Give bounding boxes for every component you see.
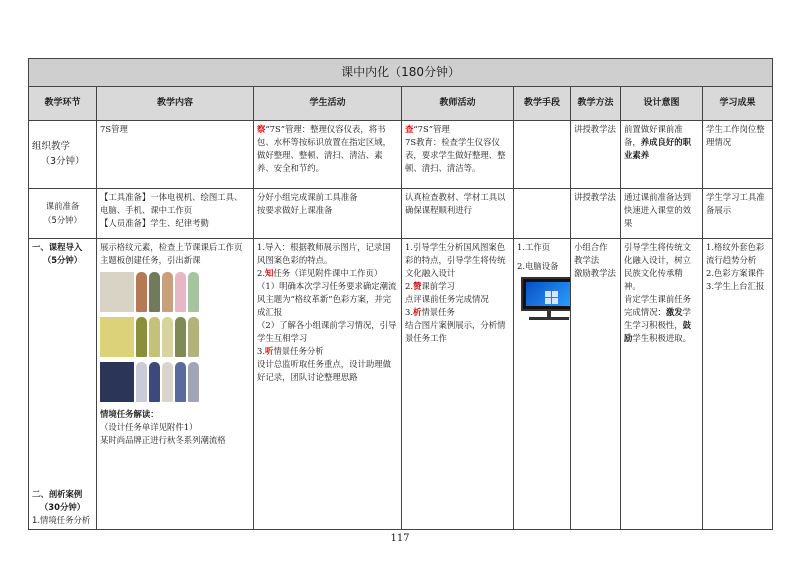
header-cell: 教学方法: [571, 87, 621, 121]
student-text: 设计总监听取任务重点，设计助理做好记录，团队讨论整理思路: [257, 359, 391, 383]
phase-title: 二、剖析案例: [32, 488, 83, 499]
student-cell: [254, 239, 402, 530]
keyword-highlight: 析: [413, 307, 422, 318]
intent-bold: 养成良好的职业素养: [624, 137, 691, 161]
method-cell: 小组合作 教学法 激励教学法: [571, 239, 621, 530]
intent-bold: 鼓励: [624, 320, 691, 344]
garment-photo: [175, 272, 186, 312]
means-cell: [514, 121, 571, 189]
pattern-image-gallery: [100, 272, 218, 402]
task-label: 情境任务解读：: [100, 409, 159, 420]
outcome-cell: 学生学习工具准备展示: [703, 189, 773, 239]
garment-photo: [136, 362, 147, 402]
fabric-swatch-image: [100, 317, 134, 357]
teacher-text: “7S”管理 7S教育：检查学生仪容仪表，要求学生做好整理、整顿、清扫、清洁等。: [405, 124, 506, 174]
teacher-text: 结合图片案例展示，分析情景任务工作: [405, 320, 506, 344]
phase-title: 一、课程导入: [32, 242, 83, 252]
keyword-highlight: 赞: [413, 281, 422, 292]
intent-text: 前置做好课前准备，: [624, 124, 683, 148]
teacher-cell: [402, 121, 514, 189]
content-line: 【人员准备】学生、纪律考勤: [100, 218, 209, 229]
garment-photo: [175, 317, 186, 357]
means-item: 1.工作页: [517, 242, 551, 252]
intent-text: 学生积极进取。: [632, 333, 691, 344]
phase-item: 1.情境任务分析: [32, 514, 91, 525]
content-text: 展示格纹元素，检查上节课课后工作页主题板创建任务，引出新课: [100, 242, 243, 266]
garment-photo: [175, 362, 186, 402]
garment-photo: [149, 362, 160, 402]
phase-cell: [29, 121, 97, 189]
task-note: （设计任务单详见附件1）: [100, 422, 198, 433]
student-text: （2）了解各小组课前学习情况，引导学生互相学习: [257, 320, 397, 344]
phase-duration: （30分钟）: [39, 501, 86, 512]
intent-text: 肯定学生课前任务完成情况：: [624, 294, 691, 318]
table-row: [29, 239, 773, 530]
content-line: 【工具准备】一体电视机、绘图工具、电脑、手机、课中工作页: [100, 192, 243, 216]
fabric-swatch-image: [100, 362, 134, 402]
teacher-text: 课前学习: [421, 281, 455, 292]
intent-cell: 通过课前准备达到快速进入课堂的效果: [621, 189, 703, 239]
gallery-photo-row: [100, 362, 218, 402]
lesson-plan-table: [28, 58, 773, 530]
phase-duration: （5分钟）: [43, 214, 82, 225]
intent-cell: [621, 239, 703, 530]
student-text: 情景任务分析: [273, 346, 324, 357]
content-text: 某时尚品牌正进行秋冬系列潮流格: [100, 435, 226, 446]
intent-bold: 激发: [665, 307, 683, 318]
phase-duration: （3分钟）: [40, 155, 85, 167]
garment-photo: [149, 317, 160, 357]
garment-photo: [188, 317, 199, 357]
student-text: 任务（详见附件课中工作页）: [273, 268, 383, 279]
outcome-cell: 学生工作岗位整理情况: [703, 121, 773, 189]
phase-title: 组织教学: [32, 140, 71, 152]
header-cell: 教学内容: [97, 87, 254, 121]
table-row: [29, 121, 773, 189]
keyword-highlight: 查: [405, 124, 414, 134]
gallery-photo-row: [100, 272, 218, 312]
garment-photo: [162, 272, 173, 312]
teacher-text: 点评课前任务完成情况: [405, 294, 489, 305]
list-number: 3.: [257, 346, 265, 357]
means-cell: [514, 239, 571, 530]
phase-cell: [29, 239, 97, 530]
phase-duration: （5分钟）: [42, 255, 83, 266]
student-text: “7S”管理：整理仪容仪表，将书包、水杯等按标识放置在指定区域，做好整理、整顿、清扫、清洁、素养、安全和节约。: [257, 124, 391, 174]
outcome-item: 3.学生上台汇报: [706, 281, 765, 292]
header-cell: 教学环节: [29, 87, 97, 121]
means-item: 2.电脑设备: [517, 261, 559, 272]
teacher-cell: [402, 239, 514, 530]
content-cell: 7S管理: [97, 121, 254, 189]
page-number: 117: [390, 533, 410, 544]
header-cell: 学习成果: [703, 87, 773, 121]
list-number: 2.: [257, 268, 265, 279]
header-cell: 学生活动: [254, 87, 402, 121]
gallery-photo-row: [100, 317, 218, 357]
keyword-highlight: 听: [265, 346, 274, 357]
header-row: [29, 87, 773, 121]
keyword-highlight: 察: [257, 124, 266, 134]
student-cell: 分好小组完成课前工具准备 按要求做好上课准备: [254, 189, 402, 239]
garment-photo: [188, 362, 199, 402]
garment-photo: [162, 317, 173, 357]
garment-photo: [136, 317, 147, 357]
outcome-cell: [703, 239, 773, 530]
intent-text: 学生学习积极性，: [624, 307, 691, 331]
phase-title: 课前准备: [45, 201, 80, 212]
list-number: 2.: [405, 281, 413, 292]
means-cell: [514, 189, 571, 239]
content-cell: [97, 189, 254, 239]
teacher-text: 1.引导学生分析国风图案色彩的特点，引导学生将传统文化融入设计: [405, 242, 506, 279]
display-screen-icon: [521, 277, 571, 320]
outcome-item: 2.色彩方案课件: [706, 268, 765, 279]
intent-cell: [621, 121, 703, 189]
method-cell: 讲授教学法: [571, 121, 621, 189]
header-cell: 教学手段: [514, 87, 571, 121]
garment-photo: [188, 272, 199, 312]
keyword-highlight: 知: [265, 268, 274, 279]
fabric-swatch-image: [100, 272, 134, 312]
garment-photo: [162, 362, 173, 402]
header-cell: 设计意图: [621, 87, 703, 121]
outcome-item: 1.格纹外套色彩流行趋势分析: [706, 242, 765, 266]
list-number: 3.: [405, 307, 413, 318]
student-cell: [254, 121, 402, 189]
student-text: （1）明确本次学习任务要求确定潮流风主题为“格纹革新”色彩方案，并完成汇报: [257, 281, 397, 318]
content-cell: [97, 239, 254, 530]
garment-photo: [136, 272, 147, 312]
teacher-cell: 认真检查教材、学材工具以确保课程顺利进行: [402, 189, 514, 239]
student-text: 1.导入：根据教师展示图片，记录国风图案色彩的特点。: [257, 242, 391, 266]
intent-text: 引导学生将传统文化融入设计，树立民族文化传承精神。: [624, 242, 691, 292]
table-row: [29, 189, 773, 239]
phase-cell: [29, 189, 97, 239]
header-cell: 教师活动: [402, 87, 514, 121]
method-cell: 讲授教学法: [571, 189, 621, 239]
table-title: 课中内化（180分钟）: [29, 59, 773, 87]
teacher-text: 情景任务: [421, 307, 455, 318]
garment-photo: [149, 272, 160, 312]
